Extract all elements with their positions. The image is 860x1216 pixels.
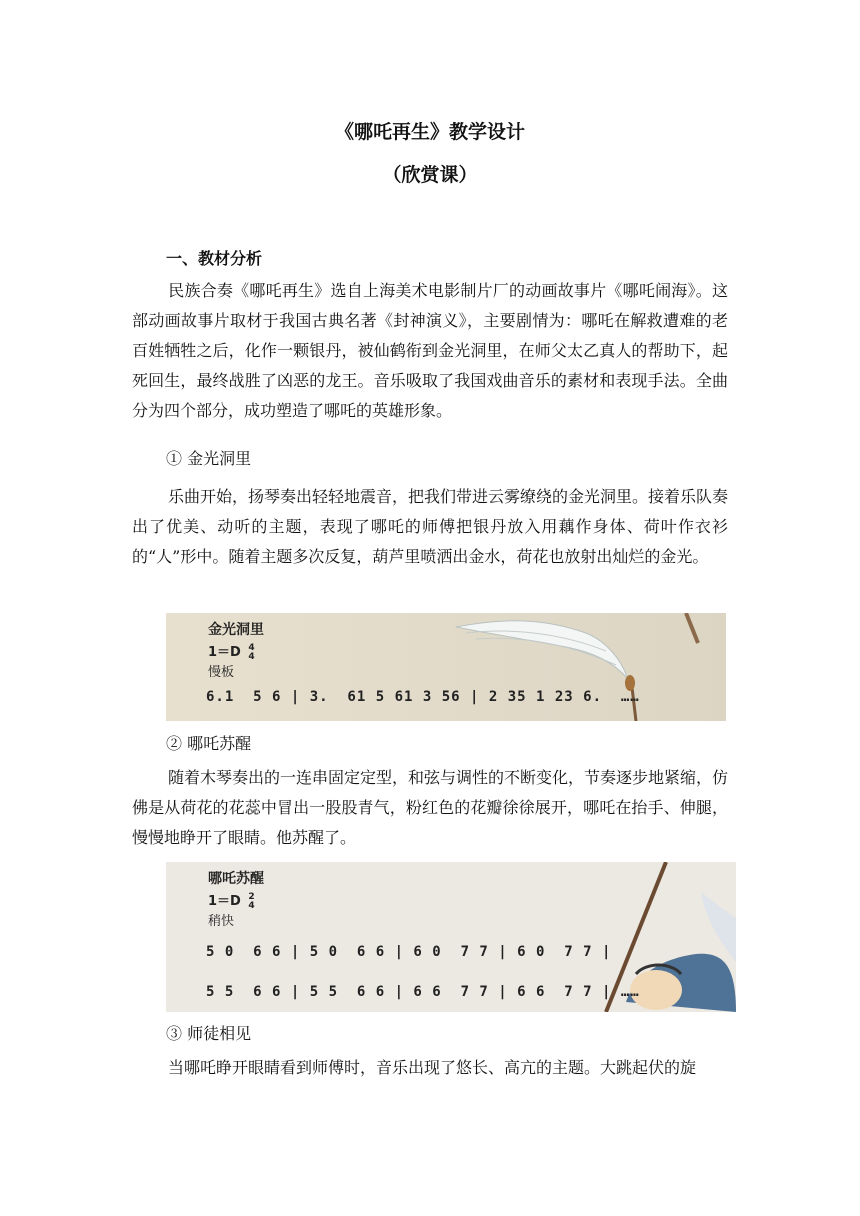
part-3-text: 当哪吒睁开眼睛看到师傅时，音乐出现了悠长、高亢的主题。大跳起伏的旋 <box>168 1058 697 1077</box>
part-2-text: 随着木琴奏出的一连串固定定型，和弦与调性的不断变化，节奏逐步地紧缩，仿佛是从荷花的花蕊中冒出一股股青气，粉红色的花瓣徐徐展开，哪吒在抬手、伸腿，慢慢地睁开了眼睛。他苏醒了。 <box>132 768 729 847</box>
intro-paragraph <box>132 276 728 426</box>
score-2-key <box>208 890 255 911</box>
score-2-key-text: 1＝D <box>208 894 241 909</box>
score-1-tempo: 慢板 <box>208 665 235 680</box>
intro-text: 民族合奏《哪吒再生》选自上海美术电影制片厂的动画故事片《哪吒闹海》。这部动画故事片取材于我国古典名著《封神演义》，主要剧情为：哪吒在解救遭难的老百姓牺牲之后，化作一颗银丹，被仙鹤衔到金光洞里，在师父太乙真人的帮助下，起死回生，最终战胜了凶恶的龙王。音乐吸取了我国戏曲音乐的素材和表现手法。全曲分为四个部分，成功塑造了哪吒的英雄形象。 <box>132 281 728 420</box>
score-2-tempo: 稍快 <box>208 914 235 929</box>
score-1-notes: 6.1 5 6 | 3. 61 5 61 3 56 | 2 35 1 23 6. …… <box>206 689 640 705</box>
part-2-paragraph <box>132 763 728 853</box>
score-2-meter-den: 4 <box>248 900 255 911</box>
document-subtitle: （欣赏课） <box>382 164 478 186</box>
score-1-meter-num: 4 <box>248 642 255 653</box>
score-1-key <box>208 641 255 662</box>
part-3-paragraph <box>132 1053 728 1083</box>
score-1-key-text: 1＝D <box>208 645 241 660</box>
document-title: 《哪吒再生》教学设计 <box>334 121 525 143</box>
part-2-title: ② 哪吒苏醒 <box>166 734 252 753</box>
part-1-paragraph <box>132 482 728 572</box>
part-1-title: ① 金光洞里 <box>166 449 252 468</box>
part-3-title: ③ 师徒相见 <box>166 1024 252 1043</box>
score-2-meter-num: 2 <box>248 891 255 902</box>
part-1-text: 乐曲开始，扬琴奏出轻轻地震音，把我们带进云雾缭绕的金光洞里。接着乐队奏出了优美、动听的主题，表现了哪吒的师傅把银丹放入用藕作身体、荷叶作衣衫的“人”形中。随着主题多次反复，葫芦里喷洒出金水，荷花也放射出灿烂的金光。 <box>132 487 729 566</box>
score-2-notes-line1: 5 0 6 6 | 5 0 6 6 | 6 0 7 7 | 6 0 7 7 | <box>206 944 612 960</box>
score-1-meter-den: 4 <box>248 651 255 662</box>
score-1-name: 金光洞里 <box>208 622 264 638</box>
score-image-suxing <box>166 862 736 1012</box>
score-2-notes-line2: 5 5 6 6 | 5 5 6 6 | 6 6 7 7 | 6 6 7 7 | …… <box>206 984 640 1000</box>
score-2-name: 哪吒苏醒 <box>208 871 264 887</box>
score-image-jinguang <box>166 613 726 721</box>
section-heading: 一、教材分析 <box>166 249 263 268</box>
